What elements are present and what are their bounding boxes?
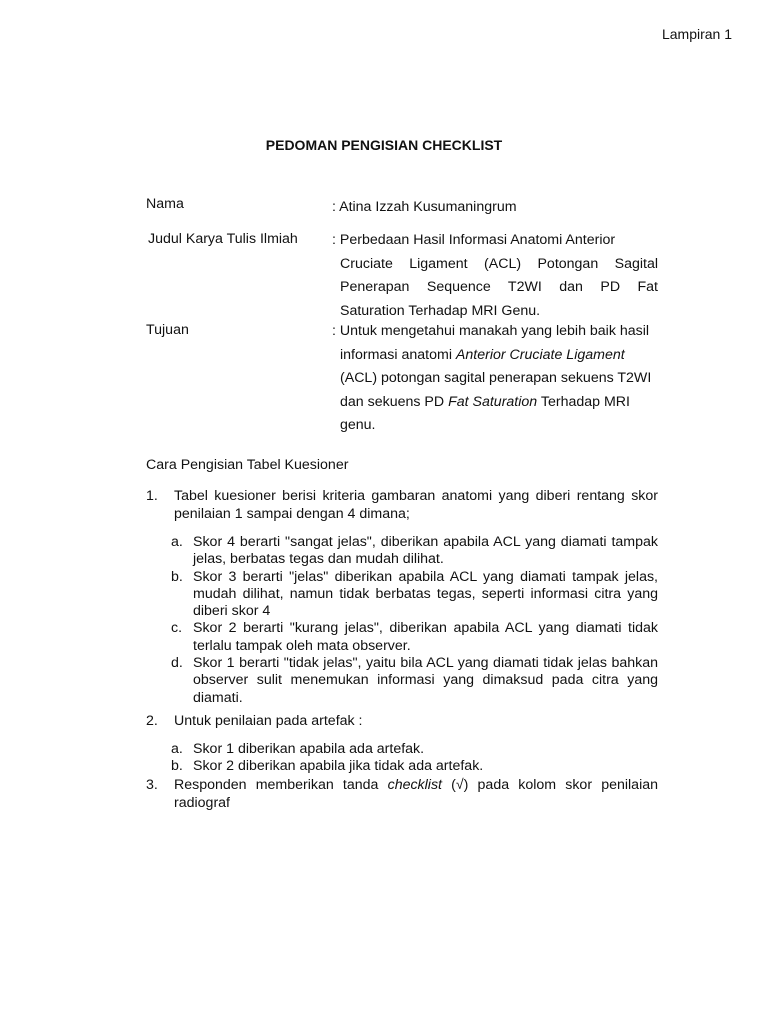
item-text: Responden memberikan tanda checklist (√) pada kolom skor penilaian radiograf [174,777,658,811]
sub-list-artefak [171,741,658,776]
sub-item-d: d. Skor 1 berarti "tidak jelas", yaitu bila ACL yang diamati tidak jelas bahkan observer sulit menemukan informasi yang dimaksud pada citra yang diamati. [171,655,658,706]
tujuan-line-3: (ACL) potongan sagital penerapan sekuens T2WI [340,370,652,386]
judul-value [332,229,658,323]
sub-item-a: a. Skor 1 diberikan apabila ada artefak. [171,741,425,757]
tujuan-line-5: genu. [340,417,376,433]
judul-line-4: Saturation Terhadap MRI Genu. [340,302,541,319]
sub-item-b: b. Skor 2 diberikan apabila jika tidak ada artefak. [171,758,484,775]
sub-item-a: a. Skor 4 berarti "sangat jelas", diberikan apabila ACL yang diamati tampak jelas, berbatas tegas dan mudah dilihat. [171,534,658,568]
sub-item-b: b. Skor 3 berarti "jelas" diberikan apabila ACL yang diamati tampak jelas, mudah dilihat, namun tidak berbatas tegas, seperti informasi citra yang diberi skor 4 [171,568,658,620]
tujuan-line-2: informasi anatomi Anterior Cruciate Ligament [340,346,625,363]
nama-value: : Atina Izzah Kusumaningrum [332,199,517,215]
tujuan-label: Tujuan [146,322,189,338]
nama-label: Nama [146,196,184,212]
item-number: 1. [146,488,158,504]
item-text: Tabel kuesioner berisi kriteria gambaran anatomi yang diberi rentang skor penilaian 1 sampai dengan 4 dimana; [174,488,658,522]
sub-list-scores [171,534,658,707]
section-heading: Cara Pengisian Tabel Kuesioner [146,457,349,473]
document-title: PEDOMAN PENGISIAN CHECKLIST [265,137,503,153]
list-item-3 [146,776,658,812]
tujuan-value [332,320,658,438]
judul-line-3: Penerapan Sequence T2WI dan PD Fat [340,279,658,295]
tujuan-line-1: : Untuk mengetahui manakah yang lebih baik hasil [332,323,650,339]
tujuan-line-4: dan sekuens PD Fat Saturation Terhadap MRI [340,393,630,410]
item-number: 3. [146,777,158,793]
judul-line-2: Cruciate Ligament (ACL) Potongan Sagital [340,255,658,272]
list-item-1 [146,487,658,523]
list-item-2 [146,712,658,730]
judul-line-1: : Perbedaan Hasil Informasi Anatomi Anterior [332,232,616,248]
sub-item-c: c. Skor 2 berarti "kurang jelas", diberikan apabila ACL yang diamati tidak terlalu tampak oleh mata observer. [171,620,658,654]
page-label: Lampiran 1 [661,26,732,42]
item-text: Untuk penilaian pada artefak : [174,713,363,729]
item-number: 2. [146,713,158,729]
judul-label: Judul Karya Tulis Ilmiah [148,231,298,247]
